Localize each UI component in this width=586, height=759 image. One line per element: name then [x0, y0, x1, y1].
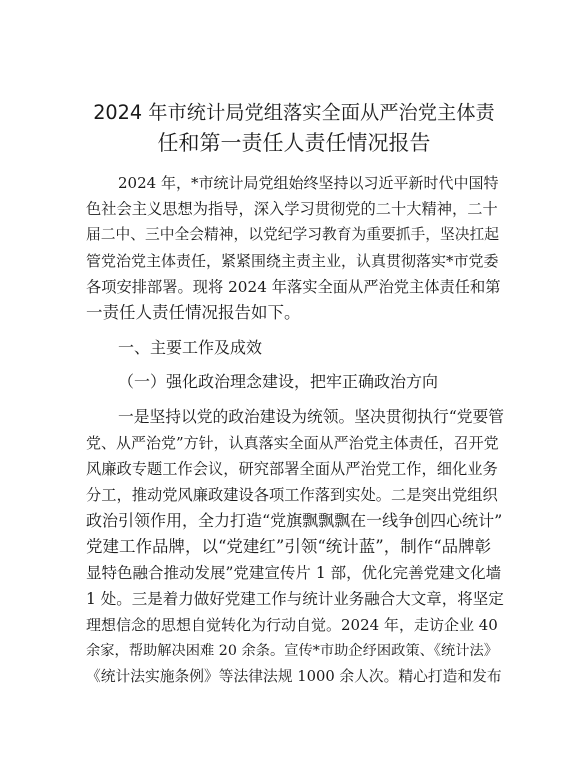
body-paragraph-line: 党、从严治党”方针，认真落实全面从严治党主体责任，召开党 [86, 434, 499, 452]
body-paragraph-line: 显特色融合推动发展”党建宣传片 1 部，优化完善党建文化墙 [86, 564, 502, 582]
document-title-line-1: 2024 年市统计局党组落实全面从严治党主体责 [93, 101, 495, 124]
body-paragraph-line: 《统计法实施条例》等法律法规 1000 余人次。精心打造和发布 [86, 668, 502, 685]
intro-paragraph-line: 各项安排部署。现将 2024 年落实全面从严治党主体责任和第 [86, 278, 501, 296]
body-paragraph-line: 分工，推动党风廉政建设各项工作落到实处。二是突出党组织 [86, 486, 498, 504]
section-heading: 一、主要工作及成效 [118, 338, 263, 357]
body-paragraph-line: 1 处。三是着力做好党建工作与统计业务融合大文章，将坚定 [86, 590, 504, 608]
intro-paragraph-line: 色社会主义思想为指导，深入学习贯彻党的二十大精神，二十 [86, 200, 498, 218]
subsection-heading: （一）强化政治理念建设，把牢正确政治方向 [118, 372, 439, 391]
body-paragraph-line: 一是坚持以党的政治建设为统领。坚决贯彻执行“党要管 [118, 407, 505, 426]
body-paragraph-line: 余家，帮助解决困难 20 余条。宣传*市助企纾困政策、《统计法》 [86, 643, 498, 659]
intro-paragraph-line: 届二中、三中全会精神，以党纪学习教育为重要抓手，坚决扛起 [86, 226, 499, 243]
intro-paragraph-line: 管党治党主体责任，紧紧围绕主责主业，认真贯彻落实*市党委 [86, 252, 499, 270]
body-paragraph-line: 政治引领作用，全力打造“党旗飘飘飘在一线争创四心统计” [86, 511, 503, 530]
intro-paragraph-line: 2024 年，*市统计局党组始终坚持以习近平新时代中国特 [118, 174, 499, 192]
intro-paragraph-line: 一责任人责任情况报告如下。 [86, 303, 301, 322]
body-paragraph-line: 党建工作品牌，以“党建红”引领“统计蓝”，制作“品牌彰 [86, 537, 492, 556]
document-title-line-2: 任和第一责任人责任情况报告 [157, 131, 431, 155]
body-paragraph-line: 理想信念的思想自觉转化为行动自觉。2024 年，走访企业 40 [86, 616, 498, 634]
body-paragraph-line: 风廉政专题工作会议，研究部署全面从严治党工作，细化业务 [86, 460, 498, 478]
